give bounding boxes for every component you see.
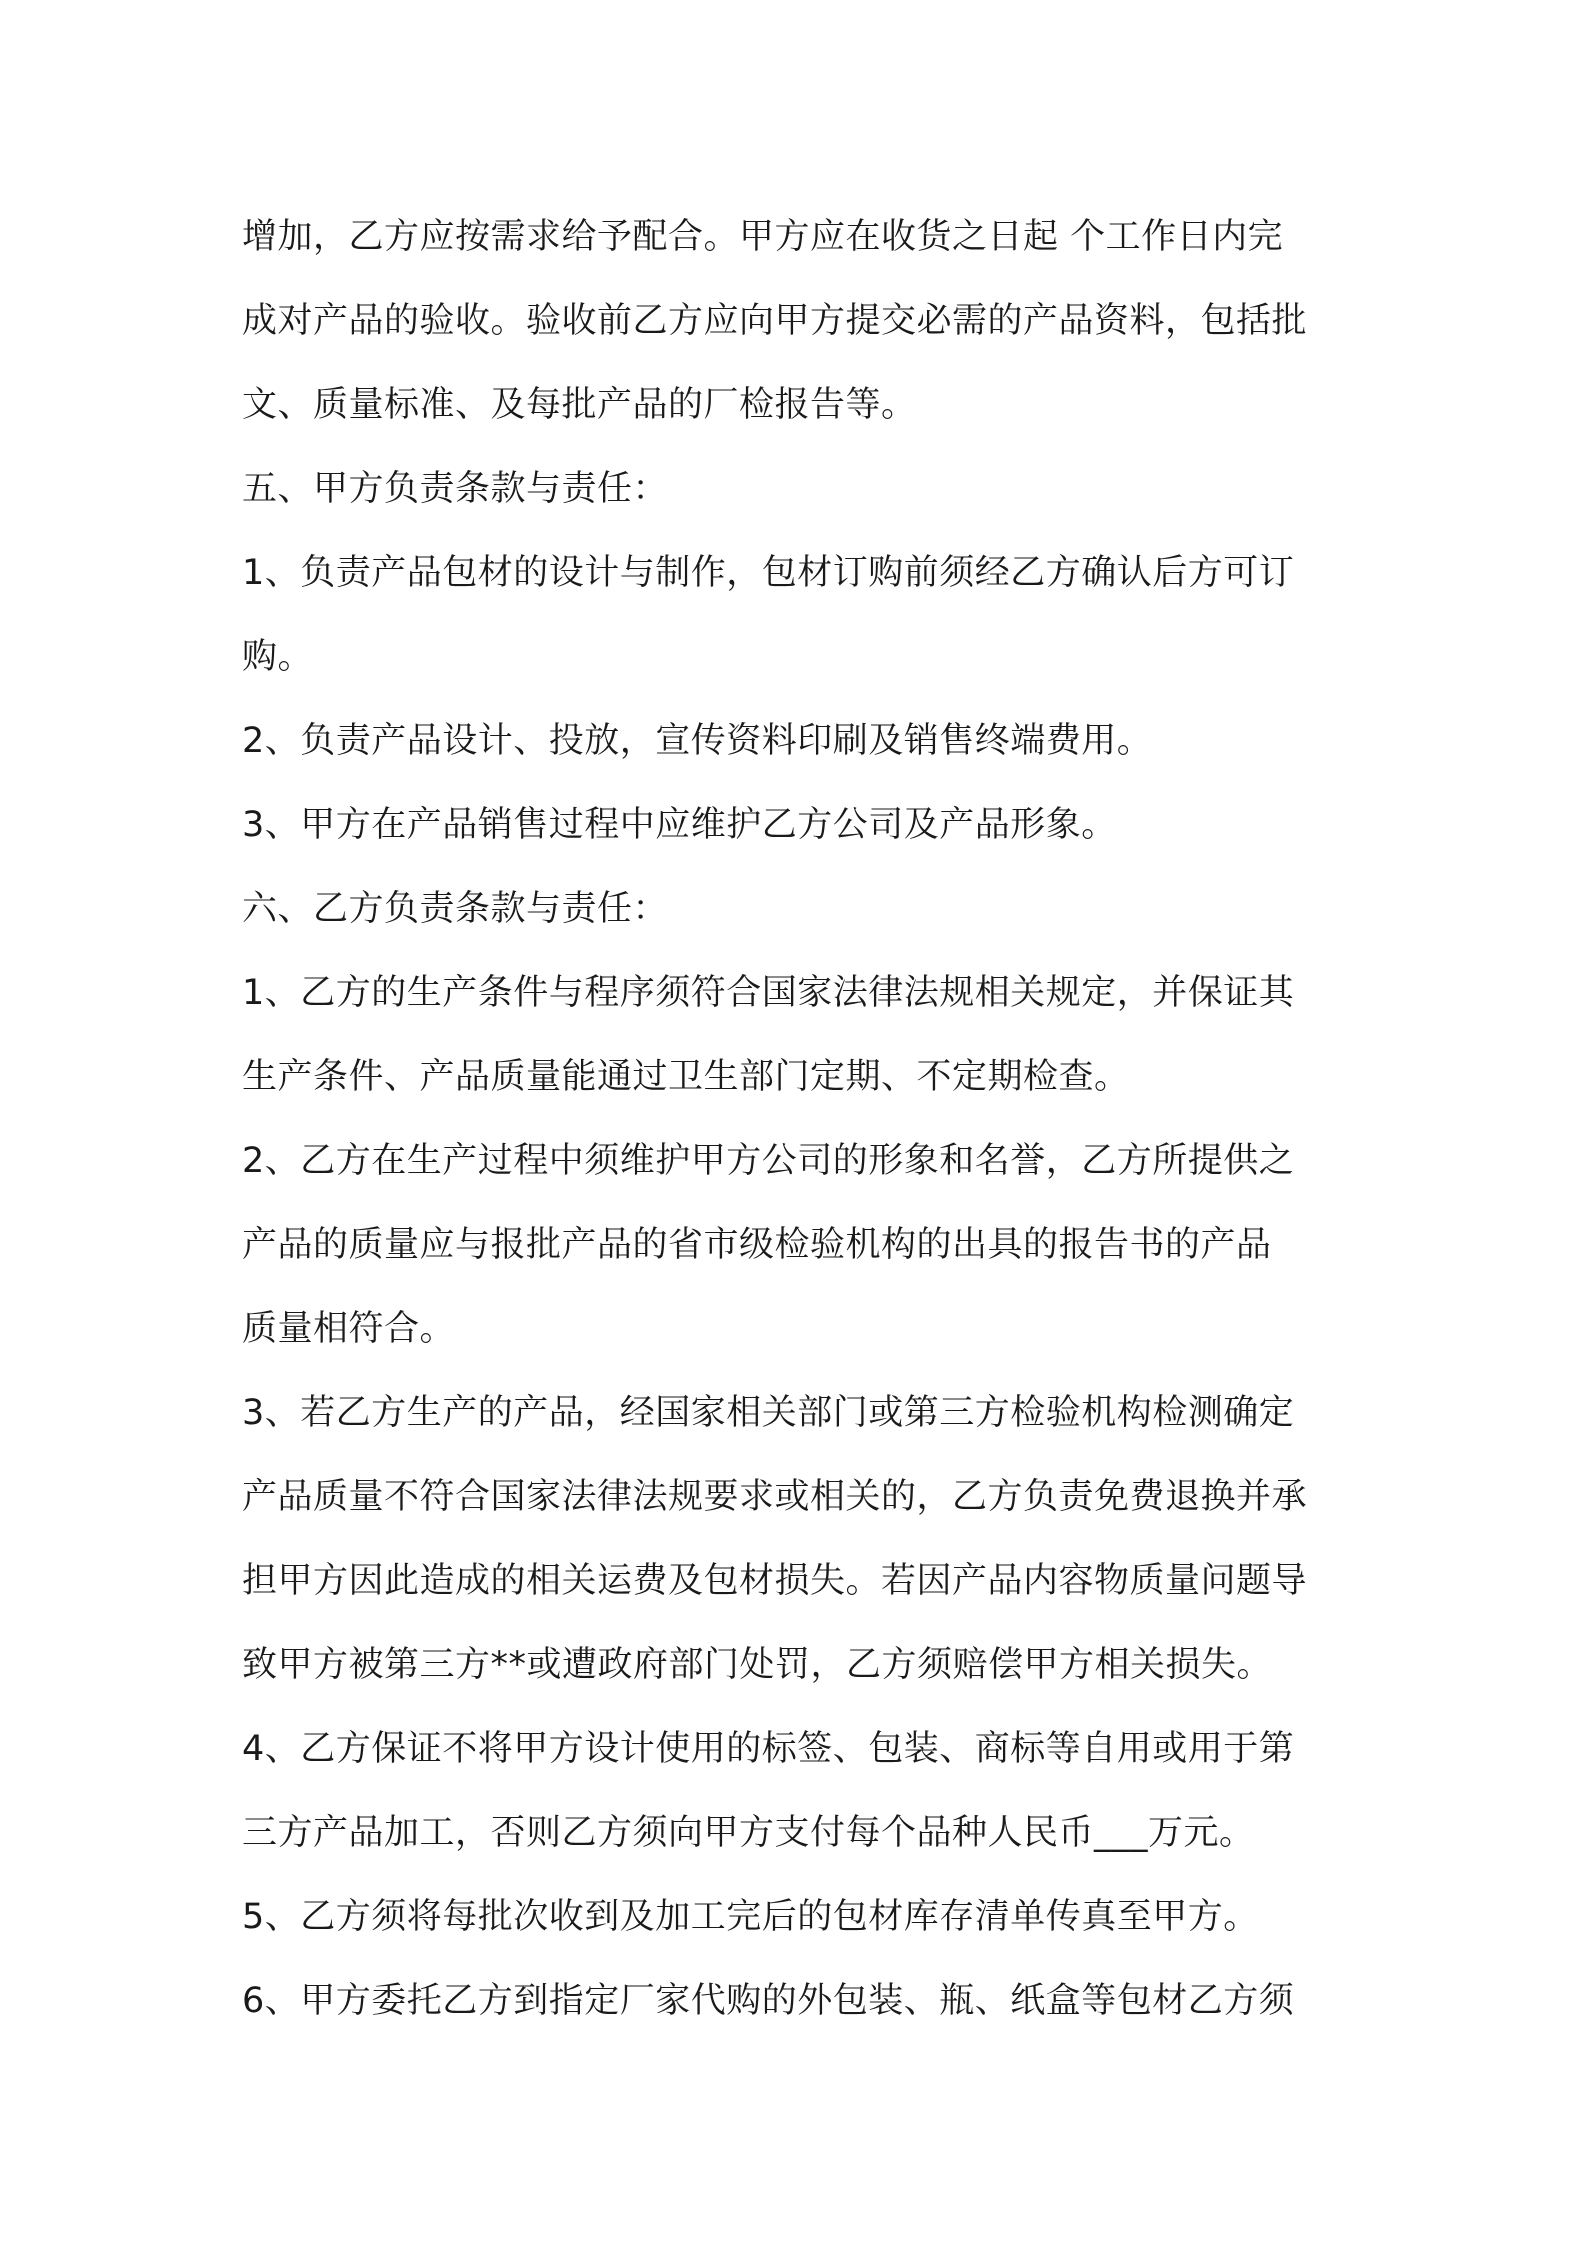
section-heading: 六、乙方负责条款与责任：	[242, 889, 669, 929]
text-line: 增加，乙方应按需求给予配合。甲方应在收货之日起 个工作日内完	[242, 217, 1284, 257]
section-heading: 五、甲方负责条款与责任：	[242, 469, 669, 509]
text-line: 质量相符合。	[242, 1309, 456, 1349]
text-line: 2、负责产品设计、投放，宣传资料印刷及销售终端费用。	[242, 721, 1153, 761]
text-line: 3、甲方在产品销售过程中应维护乙方公司及产品形象。	[242, 805, 1117, 845]
text-line: 生产条件、产品质量能通过卫生部门定期、不定期检查。	[242, 1057, 1130, 1097]
text-line: 3、若乙方生产的产品，经国家相关部门或第三方检验机构检测确定	[242, 1393, 1295, 1433]
text-line: 文、质量标准、及每批产品的厂检报告等。	[242, 385, 917, 425]
text-line: 产品质量不符合国家法律法规要求或相关的，乙方负责免费退换并承	[242, 1477, 1308, 1517]
text-line: 三方产品加工，否则乙方须向甲方支付每个品种人民币___万元。	[242, 1813, 1255, 1853]
text-line: 产品的质量应与报批产品的省市级检验机构的出具的报告书的产品	[242, 1225, 1272, 1265]
text-line: 致甲方被第三方**或遭政府部门处罚，乙方须赔偿甲方相关损失。	[242, 1645, 1273, 1685]
text-line: 5、乙方须将每批次收到及加工完后的包材库存清单传真至甲方。	[242, 1897, 1259, 1937]
document-body	[242, 195, 1362, 2043]
text-line: 4、乙方保证不将甲方设计使用的标签、包装、商标等自用或用于第	[242, 1729, 1295, 1769]
text-line: 购。	[242, 637, 314, 677]
text-line: 担甲方因此造成的相关运费及包材损失。若因产品内容物质量问题导	[242, 1561, 1308, 1601]
text-line: 2、乙方在生产过程中须维护甲方公司的形象和名誉，乙方所提供之	[242, 1141, 1295, 1181]
text-line: 6、甲方委托乙方到指定厂家代购的外包装、瓶、纸盒等包材乙方须	[242, 1981, 1295, 2021]
text-line: 成对产品的验收。验收前乙方应向甲方提交必需的产品资料，包括批	[242, 301, 1308, 341]
text-line: 1、负责产品包材的设计与制作，包材订购前须经乙方确认后方可订	[242, 553, 1295, 593]
text-line: 1、乙方的生产条件与程序须符合国家法律法规相关规定，并保证其	[242, 973, 1295, 1013]
